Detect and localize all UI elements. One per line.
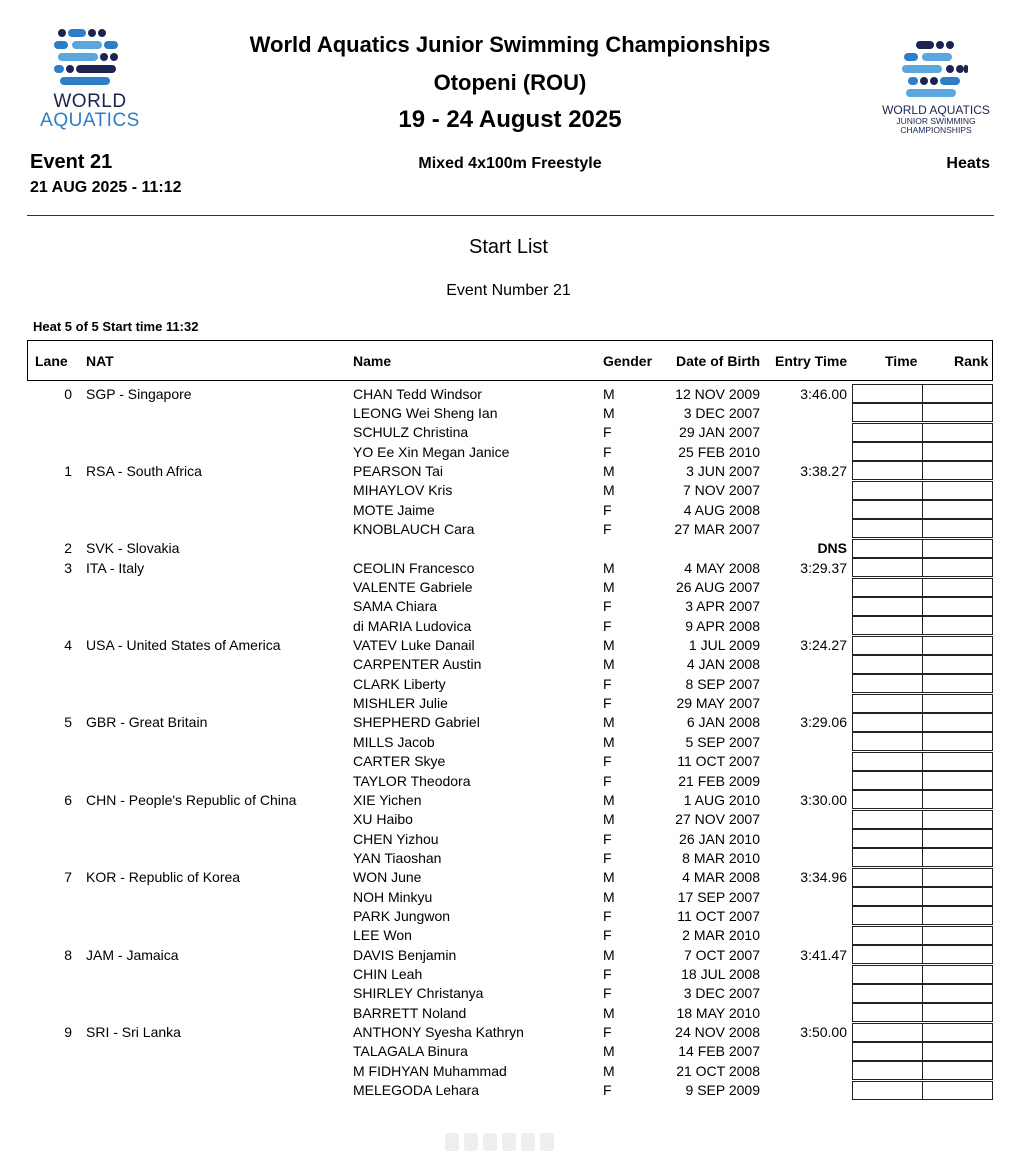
swimmer-name: YAN Tiaoshan	[353, 849, 442, 866]
swimmer-dob: 8 SEP 2007	[685, 675, 760, 692]
event-number: Event 21	[30, 151, 113, 173]
time-box[interactable]	[852, 636, 923, 655]
time-box[interactable]	[852, 694, 923, 713]
swimmer-name: LEE Won	[353, 927, 412, 944]
rank-box[interactable]	[922, 965, 993, 984]
header-divider	[27, 215, 994, 216]
rank-box[interactable]	[922, 616, 993, 635]
team-nat: SGP - Singapore	[86, 385, 192, 402]
swimmer-gender: M	[603, 888, 615, 905]
time-box[interactable]	[852, 1061, 923, 1080]
col-time: Time	[885, 353, 918, 369]
swimmer-gender: M	[603, 637, 615, 654]
team-nat: RSA - South Africa	[86, 462, 202, 479]
swimmer-name: CHIN Leah	[353, 966, 423, 982]
time-box[interactable]	[852, 752, 923, 771]
swimmer-gender: M	[603, 482, 615, 499]
time-box[interactable]	[852, 829, 923, 848]
swimmer-dob: 11 OCT 2007	[677, 907, 760, 924]
entry-time: 3:29.06	[800, 714, 847, 731]
swimmer-gender: F	[603, 520, 612, 537]
swimmer-dob: 26 AUG 2007	[675, 579, 760, 595]
team-nat: GBR - Great Britain	[86, 714, 208, 731]
venue: Otopeni (ROU)	[433, 70, 587, 95]
swimmer-gender: F	[603, 598, 612, 615]
time-box[interactable]	[852, 461, 923, 480]
swimmer-name: NOH Minkyu	[353, 888, 433, 905]
swimmer-name: WON June	[353, 869, 422, 886]
team-nat: CHN - People's Republic of China	[86, 791, 297, 808]
swimmer-dob: 1 JUL 2009	[688, 637, 760, 654]
rank-box[interactable]	[922, 442, 993, 461]
rank-box[interactable]	[922, 674, 993, 693]
swimmer-gender: M	[603, 404, 615, 421]
rank-box[interactable]	[922, 752, 993, 771]
swimmer-gender: F	[603, 753, 612, 770]
time-box[interactable]	[852, 926, 923, 945]
time-box[interactable]	[852, 1042, 923, 1061]
rank-box[interactable]	[922, 945, 993, 964]
swimmer-gender: M	[603, 462, 615, 479]
swimmer-gender: M	[603, 869, 615, 886]
rank-box[interactable]	[922, 713, 993, 732]
col-nat: NAT	[86, 353, 114, 369]
swimmer-gender: M	[603, 579, 615, 595]
lane-number: 6	[64, 791, 72, 808]
time-box[interactable]	[852, 597, 923, 616]
swimmer-dob: 9 APR 2008	[685, 617, 760, 634]
entry-time: 3:46.00	[800, 385, 847, 402]
swimmer-gender: M	[603, 811, 615, 828]
swimmer-dob: 11 OCT 2007	[677, 753, 760, 770]
lane-number: 7	[64, 869, 72, 886]
table-header	[27, 340, 993, 381]
swimmer-dob: 25 FEB 2010	[678, 443, 760, 460]
rank-box[interactable]	[922, 1003, 993, 1022]
world-aquatics-emblem-icon	[54, 28, 124, 88]
swimmer-name: CHAN Tedd Windsor	[353, 385, 482, 402]
time-box[interactable]	[852, 810, 923, 829]
team-nat: USA - United States of America	[86, 637, 281, 654]
swimmer-dob: 27 MAR 2007	[674, 520, 760, 537]
time-box[interactable]	[852, 403, 923, 422]
swimmer-dob: 7 OCT 2007	[683, 946, 760, 963]
time-box[interactable]	[852, 423, 923, 442]
swimmer-name: TALAGALA Binura	[353, 1043, 468, 1060]
swimmer-dob: 27 NOV 2007	[675, 811, 760, 828]
document-subtitle: Event Number 21	[446, 282, 571, 299]
team-nat: JAM - Jamaica	[86, 946, 179, 963]
swimmer-gender: M	[603, 1062, 615, 1079]
time-box[interactable]	[852, 965, 923, 984]
junior-championships-logo	[866, 40, 1006, 135]
swimmer-name: VATEV Luke Danail	[353, 637, 475, 654]
swimmer-name: LEONG Wei Sheng Ian	[353, 404, 498, 421]
entry-time: 3:29.37	[800, 559, 847, 576]
col-dob: Date of Birth	[676, 353, 760, 369]
time-box[interactable]	[852, 500, 923, 519]
swimmer-name: SCHULZ Christina	[353, 424, 469, 441]
swimmer-dob: 7 NOV 2007	[682, 482, 760, 499]
swimmer-gender: F	[603, 772, 612, 789]
lane-number: 5	[64, 714, 72, 731]
time-box[interactable]	[852, 945, 923, 964]
logo-right-text-1: WORLD AQUATICS	[882, 103, 990, 117]
time-box[interactable]	[852, 868, 923, 887]
team-nat: SRI - Sri Lanka	[86, 1024, 181, 1041]
col-name: Name	[353, 353, 392, 369]
swimmer-name: XIE Yichen	[353, 791, 422, 808]
swimmer-dob: 18 MAY 2010	[676, 1004, 760, 1021]
rank-box[interactable]	[922, 481, 993, 500]
lane-number: 4	[64, 637, 72, 654]
col-gender: Gender	[603, 353, 653, 369]
swimmer-name: SAMA Chiara	[353, 598, 438, 615]
time-box[interactable]	[852, 384, 923, 403]
time-box[interactable]	[852, 558, 923, 577]
swimmer-name: CARTER Skye	[353, 753, 446, 770]
heat-info: Heat 5 of 5 Start time 11:32	[33, 319, 199, 334]
swimmer-gender: F	[603, 1082, 612, 1099]
swimmer-gender: F	[603, 1024, 612, 1041]
logo-text-world: WORLD	[53, 91, 127, 112]
swimmer-dob: 3 JUN 2007	[686, 462, 760, 479]
rank-box[interactable]	[922, 771, 993, 790]
swimmer-name: CEOLIN Francesco	[353, 559, 475, 576]
rank-box[interactable]	[922, 790, 993, 809]
rank-box[interactable]	[922, 1042, 993, 1061]
swimmer-name: MISHLER Julie	[353, 695, 448, 712]
swimmer-name: PEARSON Tai	[353, 462, 443, 479]
swimmer-name: di MARIA Ludovica	[353, 617, 472, 634]
swimmer-dob: 5 SEP 2007	[685, 733, 760, 750]
swimmer-gender: F	[603, 830, 612, 847]
swimmer-name: PARK Jungwon	[353, 907, 451, 924]
rank-box[interactable]	[922, 500, 993, 519]
swimmer-gender: M	[603, 946, 615, 963]
swimmer-gender: M	[603, 656, 615, 673]
swimmer-name: VALENTE Gabriele	[353, 579, 473, 595]
world-aquatics-logo	[30, 28, 150, 130]
swimmer-gender: F	[603, 443, 612, 460]
entry-time: 3:41.47	[800, 946, 847, 963]
rank-box[interactable]	[922, 1061, 993, 1080]
time-box[interactable]	[852, 1003, 923, 1022]
swimmer-dob: 21 OCT 2008	[676, 1062, 760, 1079]
swimmer-dob: 4 MAY 2008	[684, 559, 760, 576]
swimmer-dob: 17 SEP 2007	[677, 888, 760, 905]
swimmer-dob: 12 NOV 2009	[675, 385, 760, 402]
entry-time: 3:34.96	[800, 869, 847, 886]
swimmer-gender: F	[603, 849, 612, 866]
entry-time: 3:50.00	[800, 1024, 847, 1041]
swimmer-name: SHEPHERD Gabriel	[353, 714, 480, 731]
swimmer-gender: M	[603, 714, 615, 731]
entry-time: 3:30.00	[800, 791, 847, 808]
rank-box[interactable]	[922, 1023, 993, 1042]
swimmer-name: MILLS Jacob	[353, 733, 435, 750]
swimmer-name: M FIDHYAN Muhammad	[353, 1062, 507, 1079]
logo-right-text-3: CHAMPIONSHIPS	[900, 125, 972, 135]
rank-box[interactable]	[922, 810, 993, 829]
rank-box[interactable]	[922, 636, 993, 655]
swimmer-name: MIHAYLOV Kris	[353, 482, 453, 499]
time-box[interactable]	[852, 578, 923, 597]
col-lane: Lane	[35, 353, 68, 369]
swimmer-gender: F	[603, 966, 612, 982]
swimmer-dob: 29 JAN 2007	[679, 424, 760, 441]
swimmer-name: ANTHONY Syesha Kathryn	[353, 1024, 524, 1041]
swimmer-gender: F	[603, 617, 612, 634]
swimmer-gender: F	[603, 675, 612, 692]
swimmer-dob: 6 JAN 2008	[686, 714, 760, 731]
logo-right-text-2: JUNIOR SWIMMING	[896, 116, 976, 126]
swimmer-gender: M	[603, 1043, 615, 1060]
rank-box[interactable]	[922, 578, 993, 597]
rank-box[interactable]	[922, 694, 993, 713]
rank-box[interactable]	[922, 384, 993, 403]
swimmer-dob: 18 JUL 2008	[681, 966, 760, 982]
time-box[interactable]	[852, 1081, 923, 1100]
event-name: Mixed 4x100m Freestyle	[418, 155, 602, 172]
rank-box[interactable]	[922, 906, 993, 925]
team-nat: SVK - Slovakia	[86, 540, 180, 557]
swimmer-gender: M	[603, 559, 615, 576]
rank-box[interactable]	[922, 984, 993, 1003]
rank-box[interactable]	[922, 423, 993, 442]
col-entry-time: Entry Time	[775, 353, 848, 369]
swimmer-gender: F	[603, 695, 612, 712]
swimmer-dob: 14 FEB 2007	[678, 1043, 760, 1060]
swimmer-dob: 4 JAN 2008	[686, 656, 760, 673]
time-box[interactable]	[852, 984, 923, 1003]
swimmer-gender: M	[603, 791, 615, 808]
time-box[interactable]	[852, 519, 923, 538]
swimmer-name: CARPENTER Austin	[353, 656, 482, 673]
swimmer-gender: M	[603, 1004, 615, 1021]
event-dates: 19 - 24 August 2025	[398, 106, 622, 133]
swimmer-dob: 24 NOV 2008	[675, 1024, 760, 1041]
swimmer-dob: 29 MAY 2007	[676, 695, 760, 712]
swimmer-dob: 21 FEB 2009	[678, 772, 760, 789]
time-box[interactable]	[852, 539, 923, 558]
time-box[interactable]	[852, 655, 923, 674]
swimmer-dob: 3 DEC 2007	[683, 985, 760, 1002]
time-box[interactable]	[852, 790, 923, 809]
junior-championships-emblem-icon	[902, 40, 968, 98]
rank-box[interactable]	[922, 539, 993, 558]
team-nat: ITA - Italy	[86, 559, 145, 576]
lane-number: 8	[64, 946, 72, 963]
swimmer-gender: F	[603, 985, 612, 1002]
swimmer-gender: M	[603, 733, 615, 750]
entry-status: DNS	[817, 540, 847, 557]
lane-number: 0	[64, 385, 72, 402]
col-rank: Rank	[954, 353, 989, 369]
lane-number: 3	[64, 559, 72, 576]
swimmer-gender: F	[603, 907, 612, 924]
rank-box[interactable]	[922, 655, 993, 674]
time-box[interactable]	[852, 1023, 923, 1042]
time-box[interactable]	[852, 887, 923, 906]
swimmer-name: MELEGODA Lehara	[353, 1082, 480, 1099]
swimmer-name: XU Haibo	[353, 811, 413, 828]
logo-text-aquatics: AQUATICS	[40, 110, 140, 131]
rank-box[interactable]	[922, 1081, 993, 1100]
time-box[interactable]	[852, 906, 923, 925]
swimmer-name: CHEN Yizhou	[353, 830, 439, 847]
document-title: Start List	[469, 236, 548, 258]
lane-number: 2	[64, 540, 72, 557]
time-box[interactable]	[852, 674, 923, 693]
rank-box[interactable]	[922, 732, 993, 751]
swimmer-name: BARRETT Noland	[353, 1004, 467, 1021]
swimmer-gender: F	[603, 501, 612, 518]
championship-title: World Aquatics Junior Swimming Championships	[249, 32, 771, 57]
rank-box[interactable]	[922, 558, 993, 577]
rank-box[interactable]	[922, 829, 993, 848]
swimmer-name: MOTE Jaime	[353, 501, 435, 518]
rank-box[interactable]	[922, 519, 993, 538]
rank-box[interactable]	[922, 597, 993, 616]
swimmer-name: YO Ee Xin Megan Janice	[353, 443, 510, 460]
swimmer-gender: M	[603, 385, 615, 402]
time-box[interactable]	[852, 713, 923, 732]
swimmer-name: SHIRLEY Christanya	[353, 985, 484, 1002]
time-box[interactable]	[852, 481, 923, 500]
lane-number: 1	[64, 462, 72, 479]
swimmer-name: KNOBLAUCH Cara	[353, 520, 475, 537]
swimmer-dob: 9 SEP 2009	[685, 1082, 760, 1099]
rank-box[interactable]	[922, 403, 993, 422]
rank-box[interactable]	[922, 926, 993, 945]
swimmer-name: TAYLOR Theodora	[353, 772, 471, 789]
time-box[interactable]	[852, 442, 923, 461]
swimmer-name: CLARK Liberty	[353, 675, 446, 692]
swimmer-gender: F	[603, 424, 612, 441]
swimmer-dob: 3 APR 2007	[685, 598, 760, 615]
swimmer-dob: 8 MAR 2010	[682, 849, 760, 866]
swimmer-dob: 1 AUG 2010	[683, 791, 760, 808]
time-box[interactable]	[852, 732, 923, 751]
rank-box[interactable]	[922, 461, 993, 480]
swimmer-dob: 2 MAR 2010	[682, 927, 760, 944]
entry-time: 3:24.27	[800, 637, 847, 654]
swimmer-dob: 4 AUG 2008	[683, 501, 760, 518]
time-box[interactable]	[852, 616, 923, 635]
event-round: Heats	[946, 155, 990, 172]
rank-box[interactable]	[922, 868, 993, 887]
lane-number: 9	[64, 1024, 72, 1041]
entry-time: 3:38.27	[800, 462, 847, 479]
swimmer-dob: 3 DEC 2007	[683, 404, 760, 421]
swimmer-name: DAVIS Benjamin	[353, 946, 457, 963]
swimmer-gender: F	[603, 927, 612, 944]
rank-box[interactable]	[922, 887, 993, 906]
time-box[interactable]	[852, 848, 923, 867]
event-datetime: 21 AUG 2025 - 11:12	[30, 179, 182, 196]
time-box[interactable]	[852, 771, 923, 790]
rank-box[interactable]	[922, 848, 993, 867]
team-nat: KOR - Republic of Korea	[86, 869, 241, 886]
footer-watermark	[445, 1133, 580, 1155]
swimmer-dob: 26 JAN 2010	[679, 830, 760, 847]
swimmer-dob: 4 MAR 2008	[682, 869, 760, 886]
